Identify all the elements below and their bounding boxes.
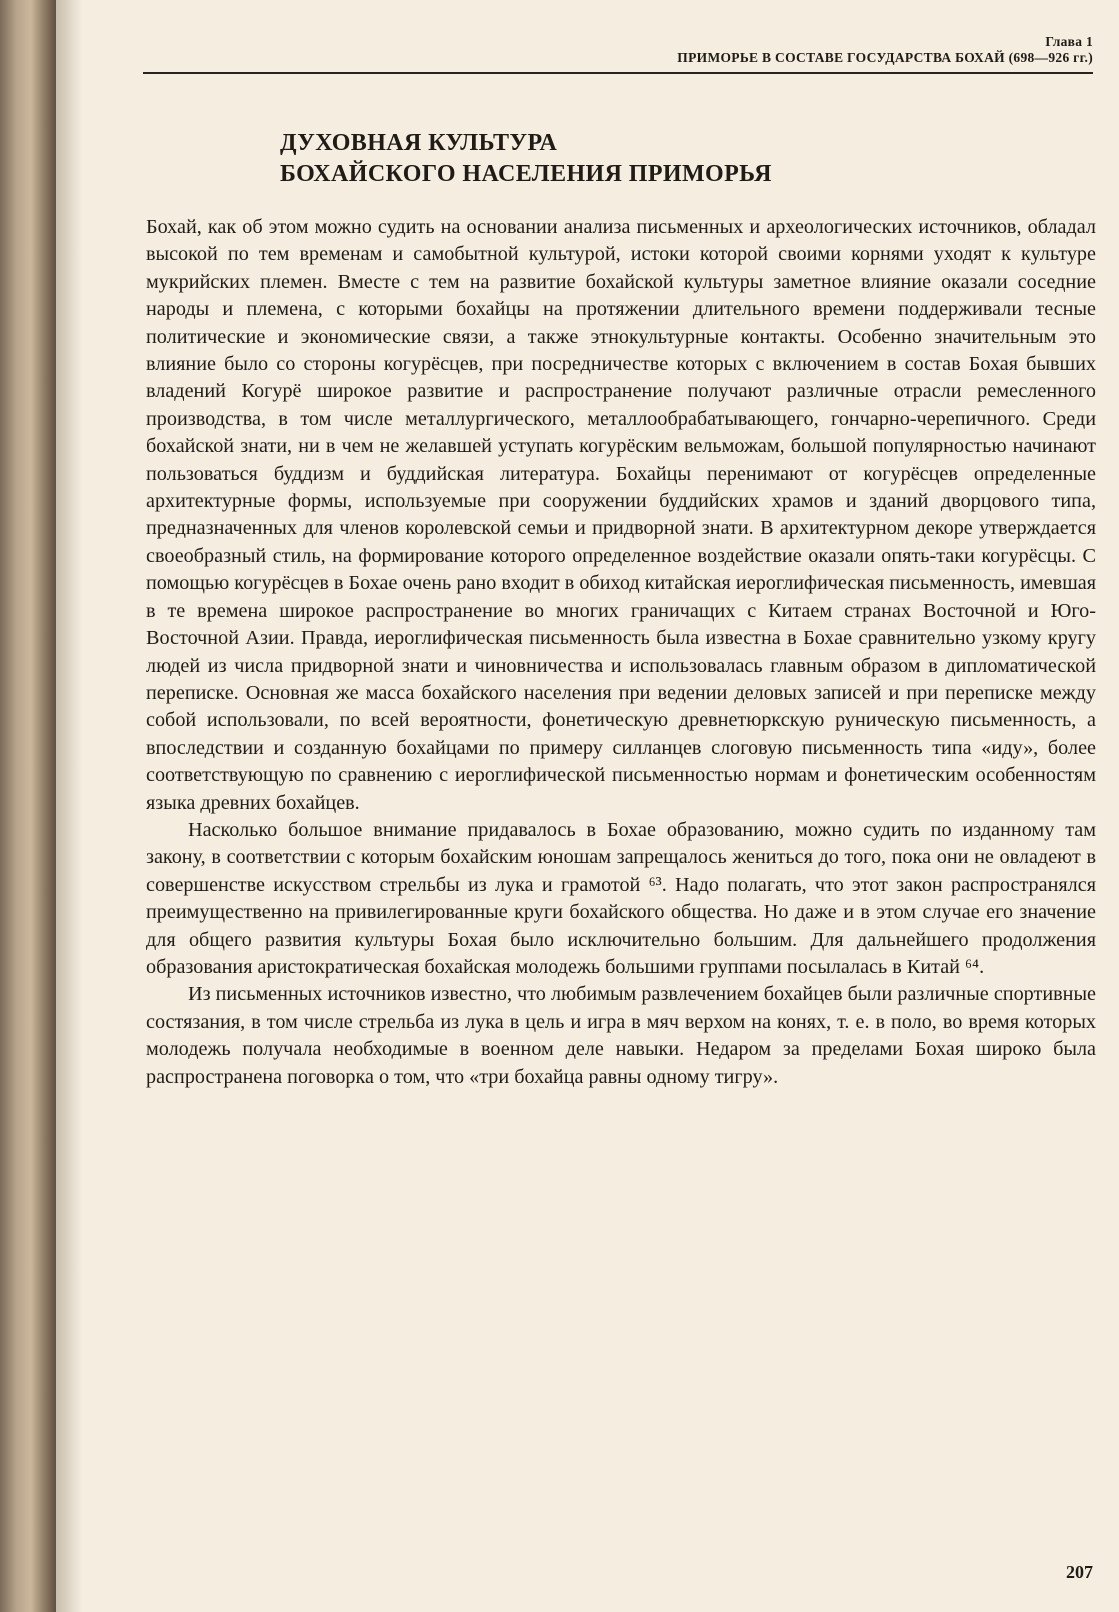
paragraph: Насколько большое внимание придавалось в Бохае образованию, можно судить по изданному там закону, в соответствии с которым бохайским юношам запрещалось жениться до того, пока они не овладеют в совершенстве искусством стрельбы из лука и грамотой ⁶³. Надо полагать, что этот закон распространялся преимущественно на привилегированные круги бохайского общества. Но даже и в этом случае его значение для общего развития культуры Бохая было исключительно большим. Для дальнейшего продолжения образования аристократическая бохайская молодежь большими группами посылалась в Китай ⁶⁴.: [146, 818, 1096, 978]
chapter-label: Глава 1: [1045, 34, 1093, 49]
running-head: [677, 34, 1093, 66]
running-title: ПРИМОРЬЕ В СОСТАВЕ ГОСУДАРСТВА БОХАЙ (698—926 гг.): [677, 50, 1093, 65]
paragraph: Из письменных источников известно, что любимым развлечением бохайцев были различные спортивные состязания, в том числе стрельба из лука в цель и игра в мяч верхом на конях, т. е. в поло, во время которых молодежь получала необходимые в военном деле навыки. Недаром за пределами Бохая широко была распространена поговорка о том, что «три бохайца равны одному тигру».: [146, 983, 1096, 1088]
body-text: [146, 214, 1096, 1091]
paragraph: Бохай, как об этом можно судить на основании анализа письменных и археологических источников, обладал высокой по тем временам и самобытной культурой, истоки которой своими корнями уходят к культуре мукрийских племен. Вместе с тем на развитие бохайской культуры заметное влияние оказали соседние народы и племена, с которыми бохайцы на протяжении длительного времени поддерживали тесные политические и экономические связи, а также этнокультурные контакты. Особенно значительным это влияние было со стороны когурёсцев, при посредничестве которых с включением в состав Бохая бывших владений Когурё широкое развитие и распространение получают различные отрасли ремесленного производства, в том числе металлургического, металлообрабатывающего, гончарно-черепичного. Среди бохайской знати, ни в чем не желавшей уступать когурёским вельможам, большой популярностью начинают пользоваться буддизм и буддийская литература. Бохайцы перенимают от когурёсцев определенные архитектурные формы, используемые при сооружении буддийских храмов и зданий дворцового типа, предназначенных для членов королевской семьи и придворной знати. В архитектурном декоре утверждается своеобразный стиль, на формирование которого определенное воздействие оказали опять-таки когурёсцы. С помощью когурёсцев в Бохае очень рано входит в обиход китайская иероглифическая письменность, имевшая в те времена широкое распространение во многих граничащих с Китаем странах Восточной и Юго-Восточной Азии. Правда, иероглифическая письменность была известна в Бохае сравнительно узкому кругу людей из числа придворной знати и чиновничества и использовалась главным образом в дипломатической переписке. Основная же масса бохайского населения при ведении деловых записей и при переписке между собой использовали, по всей вероятности, фонетическую древнетюркскую руническую письменность, а впоследствии и созданную бохайцами по примеру силланцев слоговую письменность типа «иду», более соответствующую по сравнению с иероглифической письменностью нормам и фонетическим особенностям языка древних бохайцев.: [146, 216, 1096, 814]
page-number: 207: [1066, 1562, 1093, 1582]
section-title-line-2: БОХАЙСКОГО НАСЕЛЕНИЯ ПРИМОРЬЯ: [280, 161, 772, 187]
book-page: [70, 0, 1119, 1612]
section-title: [280, 128, 772, 190]
book-spine: [0, 0, 56, 1612]
header-rule: [143, 72, 1093, 74]
section-title-line-1: ДУХОВНАЯ КУЛЬТУРА: [280, 130, 558, 156]
